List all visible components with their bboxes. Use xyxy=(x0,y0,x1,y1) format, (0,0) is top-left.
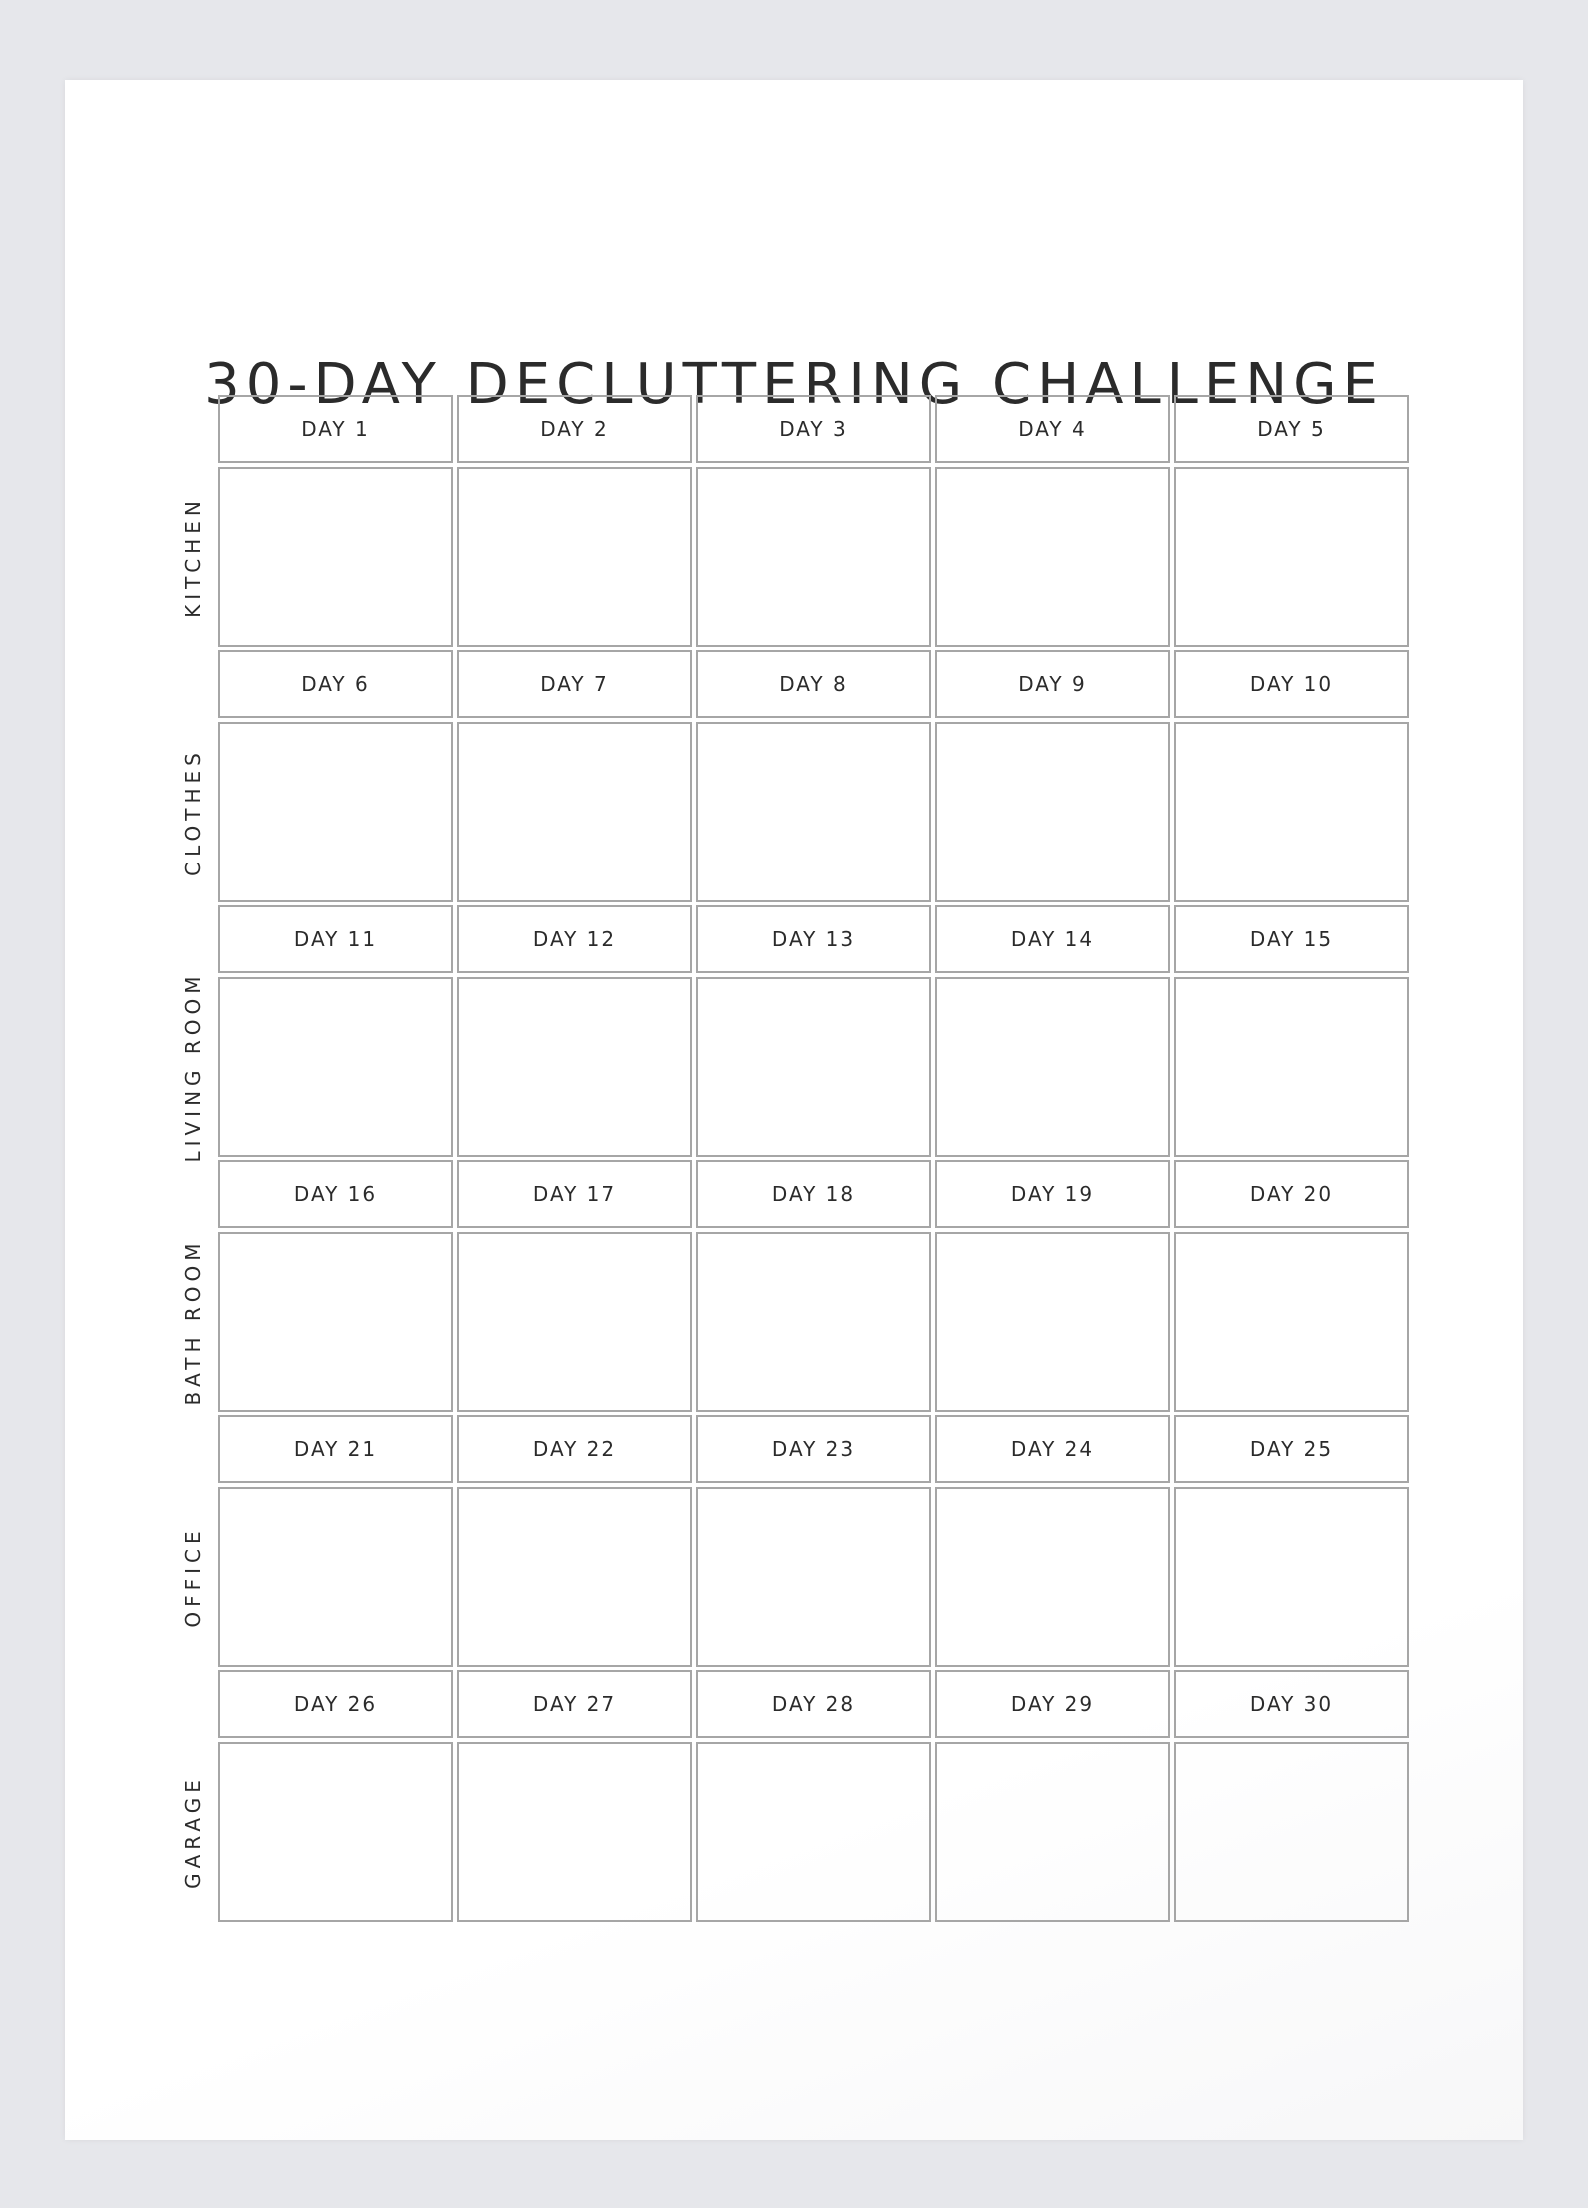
day-header: DAY 23 xyxy=(696,1415,931,1483)
day-entry-box[interactable] xyxy=(935,1487,1170,1667)
day-entry-box[interactable] xyxy=(1174,1232,1409,1412)
day-header: DAY 10 xyxy=(1174,650,1409,718)
planner-sheet xyxy=(65,80,1523,2140)
day-header: DAY 6 xyxy=(218,650,453,718)
row-label-office: OFFICE xyxy=(181,1526,205,1628)
day-header: DAY 2 xyxy=(457,395,692,463)
day-header: DAY 14 xyxy=(935,905,1170,973)
day-header: DAY 28 xyxy=(696,1670,931,1738)
day-header: DAY 29 xyxy=(935,1670,1170,1738)
day-header: DAY 21 xyxy=(218,1415,453,1483)
day-header: DAY 20 xyxy=(1174,1160,1409,1228)
day-header: DAY 7 xyxy=(457,650,692,718)
day-header: DAY 8 xyxy=(696,650,931,718)
day-entry-box[interactable] xyxy=(457,1742,692,1922)
page-title: 30-DAY DECLUTTERING CHALLENGE xyxy=(204,352,1384,417)
day-entry-box[interactable] xyxy=(935,1232,1170,1412)
day-header: DAY 16 xyxy=(218,1160,453,1228)
day-entry-box[interactable] xyxy=(935,722,1170,902)
day-header: DAY 5 xyxy=(1174,395,1409,463)
day-entry-box[interactable] xyxy=(935,1742,1170,1922)
day-entry-box[interactable] xyxy=(696,1487,931,1667)
day-entry-box[interactable] xyxy=(935,467,1170,647)
day-header: DAY 3 xyxy=(696,395,931,463)
day-entry-box[interactable] xyxy=(218,1487,453,1667)
day-entry-box[interactable] xyxy=(1174,467,1409,647)
day-entry-box[interactable] xyxy=(218,1742,453,1922)
day-header: DAY 1 xyxy=(218,395,453,463)
day-header: DAY 18 xyxy=(696,1160,931,1228)
day-header: DAY 24 xyxy=(935,1415,1170,1483)
day-entry-box[interactable] xyxy=(696,722,931,902)
day-entry-box[interactable] xyxy=(696,467,931,647)
day-header: DAY 22 xyxy=(457,1415,692,1483)
day-entry-box[interactable] xyxy=(457,467,692,647)
day-header: DAY 4 xyxy=(935,395,1170,463)
row-label-kitchen: KITCHEN xyxy=(181,496,205,618)
day-header: DAY 25 xyxy=(1174,1415,1409,1483)
day-header: DAY 11 xyxy=(218,905,453,973)
day-header: DAY 26 xyxy=(218,1670,453,1738)
row-label-clothes: CLOTHES xyxy=(181,748,205,876)
day-entry-box[interactable] xyxy=(935,977,1170,1157)
row-label-bath-room: BATH ROOM xyxy=(181,1238,205,1406)
day-entry-box[interactable] xyxy=(696,977,931,1157)
day-entry-box[interactable] xyxy=(218,467,453,647)
day-entry-box[interactable] xyxy=(1174,1487,1409,1667)
day-entry-box[interactable] xyxy=(1174,722,1409,902)
day-entry-box[interactable] xyxy=(457,722,692,902)
day-entry-box[interactable] xyxy=(457,977,692,1157)
day-header: DAY 15 xyxy=(1174,905,1409,973)
day-entry-box[interactable] xyxy=(218,977,453,1157)
day-entry-box[interactable] xyxy=(1174,1742,1409,1922)
day-entry-box[interactable] xyxy=(218,1232,453,1412)
day-header: DAY 12 xyxy=(457,905,692,973)
day-entry-box[interactable] xyxy=(457,1487,692,1667)
row-label-living-room: LIVING ROOM xyxy=(181,971,205,1163)
day-entry-box[interactable] xyxy=(1174,977,1409,1157)
day-header: DAY 13 xyxy=(696,905,931,973)
day-header: DAY 30 xyxy=(1174,1670,1409,1738)
day-header: DAY 17 xyxy=(457,1160,692,1228)
day-entry-box[interactable] xyxy=(696,1742,931,1922)
day-entry-box[interactable] xyxy=(457,1232,692,1412)
row-label-garage: GARAGE xyxy=(181,1775,205,1889)
day-header: DAY 27 xyxy=(457,1670,692,1738)
day-entry-box[interactable] xyxy=(696,1232,931,1412)
day-header: DAY 19 xyxy=(935,1160,1170,1228)
day-entry-box[interactable] xyxy=(218,722,453,902)
day-header: DAY 9 xyxy=(935,650,1170,718)
